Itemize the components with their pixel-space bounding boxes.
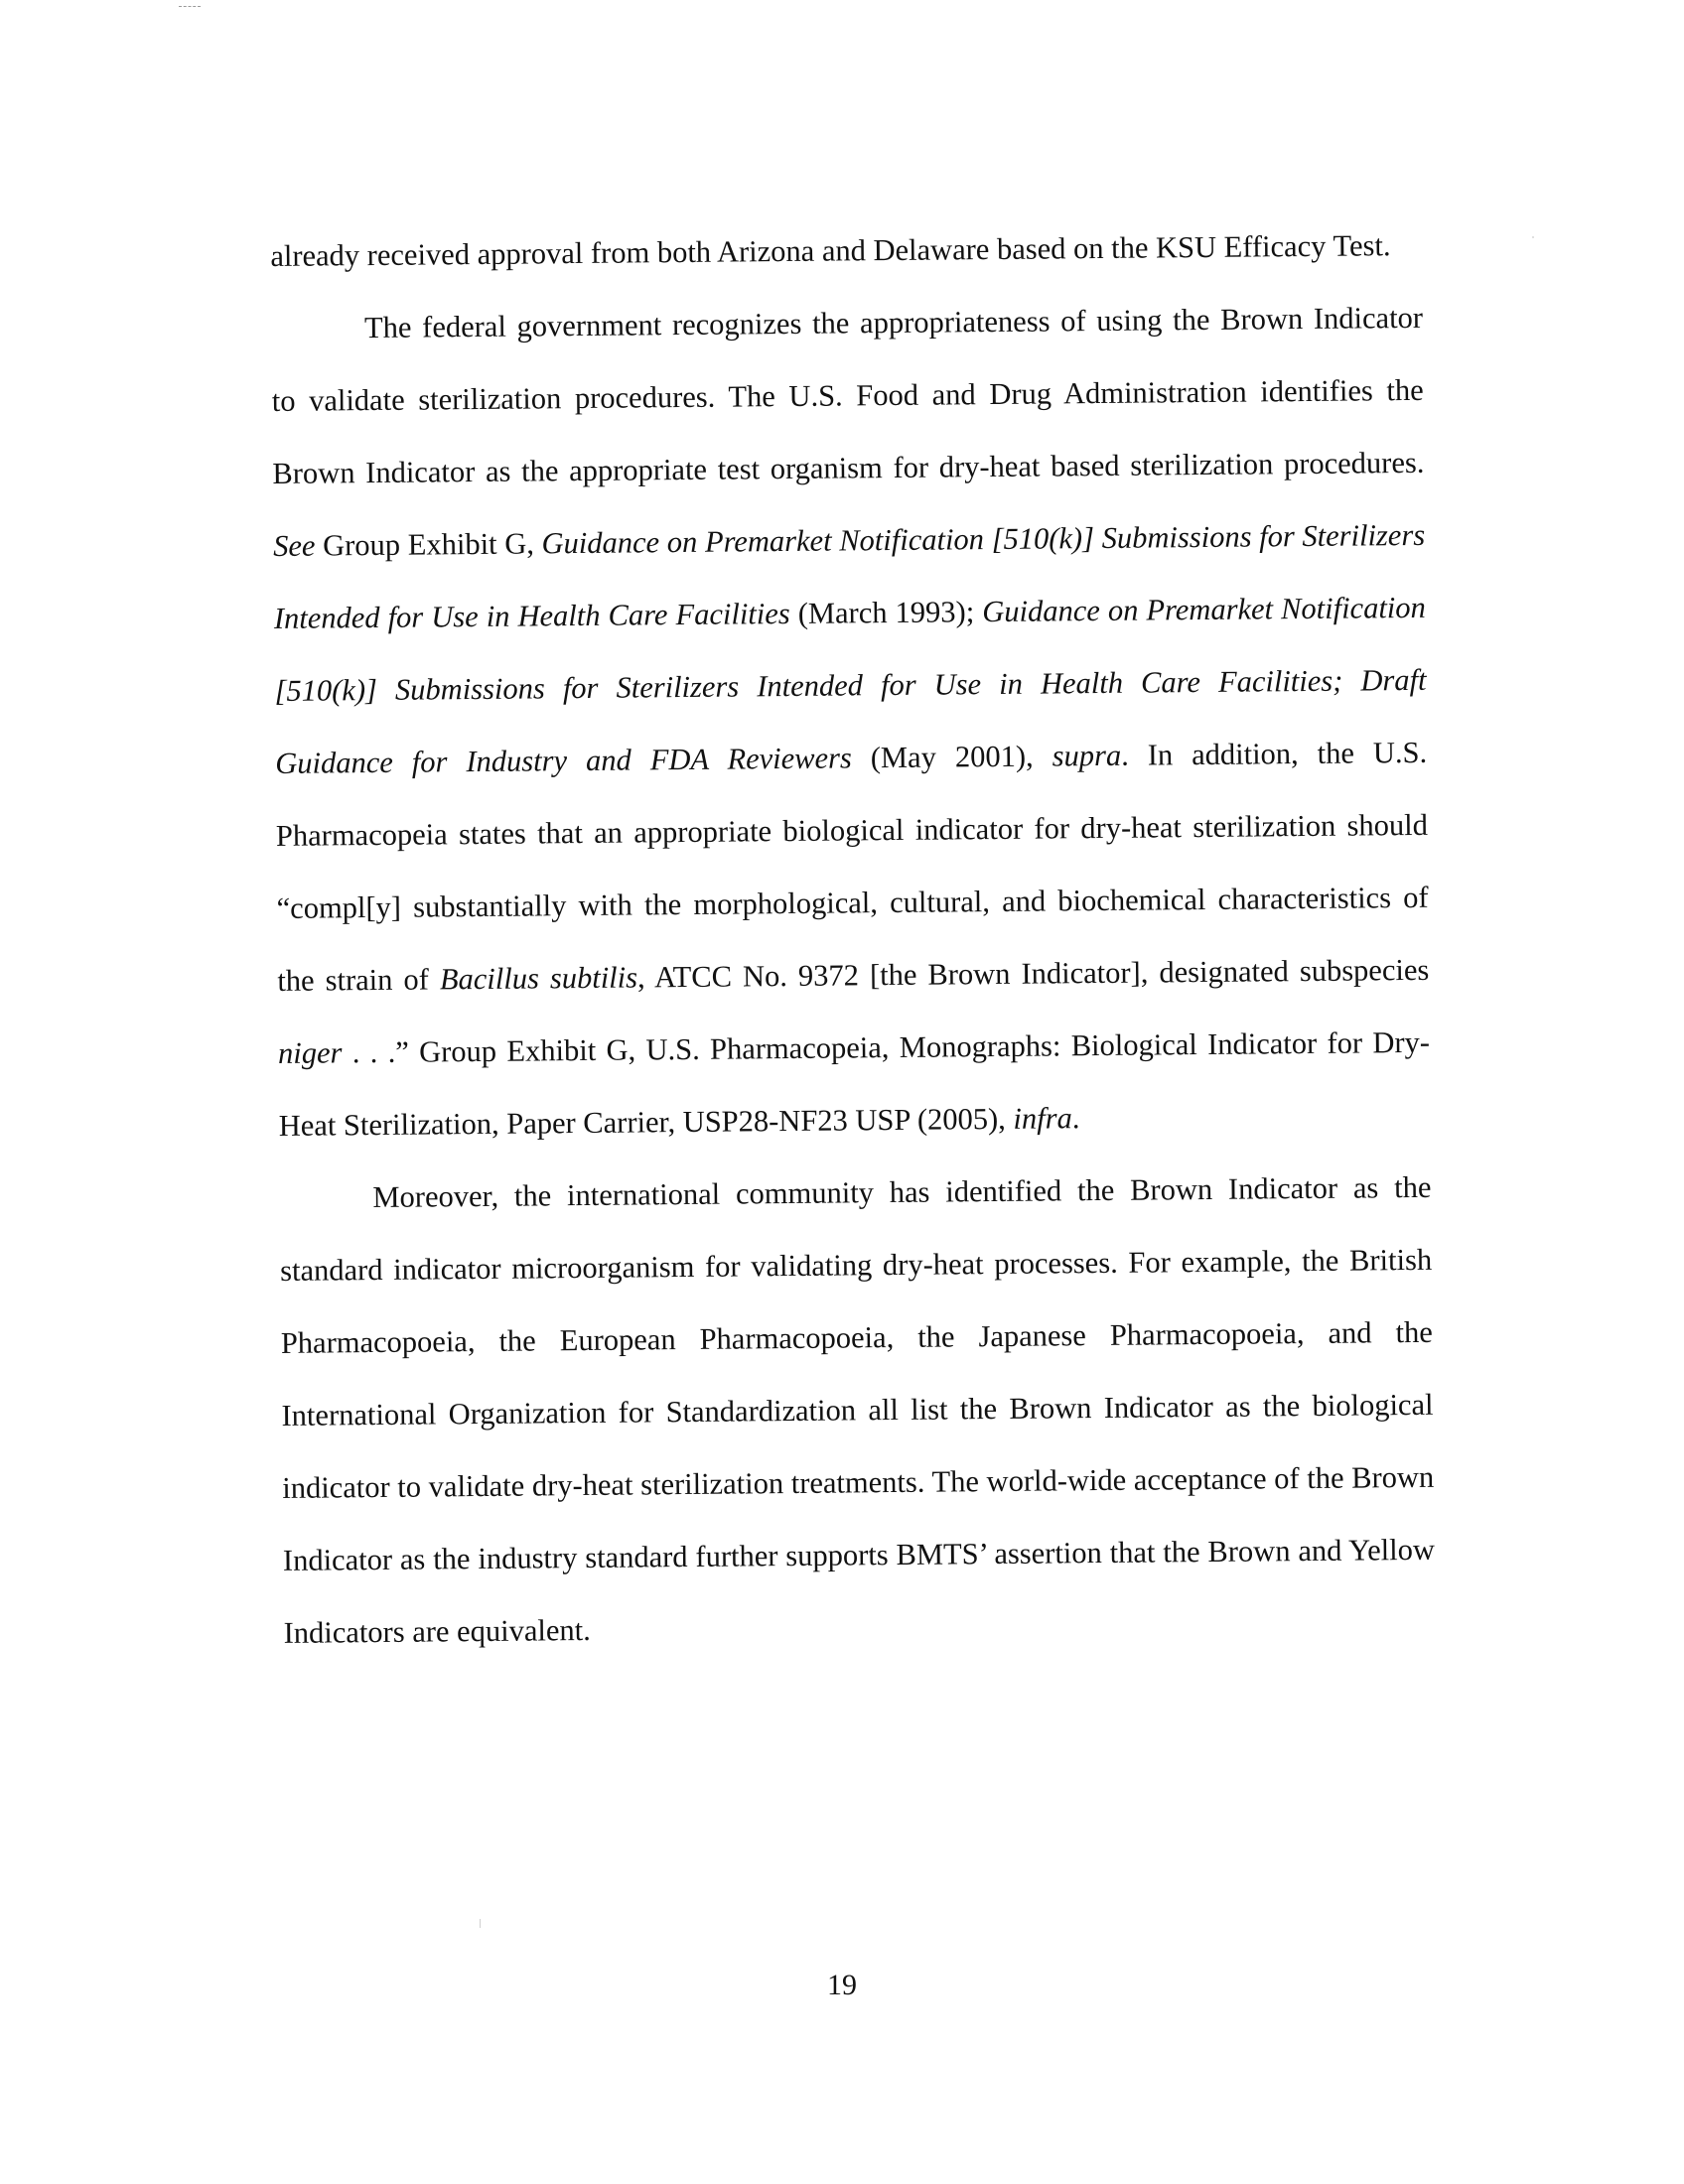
paragraph-continuation xyxy=(270,209,1423,293)
signal-see: See xyxy=(272,528,316,563)
scan-speck xyxy=(480,1919,481,1928)
text-run: (March 1993); xyxy=(789,595,983,630)
paragraph-federal-recognition xyxy=(271,282,1431,1162)
text-run: . In addition, the U.S. Pharmacopeia states that an appropriate biological indicator for dry-heat sterilization should “compl[y] substantially with the morphological, cultural, and biochemical characteristics of the strain of xyxy=(275,735,1429,998)
citation-title-2001: Guidance on Premarket Notification [510(k)] Submissions for Sterilizers Intended for Use in Health Care Facilities; Draft Guidance for Industry and FDA Reviewers xyxy=(274,590,1427,780)
text-run: . . .” Group Exhibit G, U.S. Pharmacopeia, Monographs: Biological Indicator for Dry-Heat Sterilization, Paper Carrier, USP28-NF23 USP (2005), xyxy=(278,1024,1431,1143)
text-run: (May 2001), xyxy=(851,739,1052,775)
paragraph-3-text: Moreover, the international community has identified the Brown Indicator as the standard indicator microorganism for validating dry-heat processes. For example, the British Pharmacopoeia, the European Pharmacopoeia, the Japanese Pharmacopoeia, and the International Organization for Standardization all list the Brown Indicator as the biological indicator to validate dry-heat sterilization treatments. The world-wide acceptance of the Brown Indicator as the industry standard further supports BMTS’ assertion that the Brown and Yellow Indicators are equivalent. xyxy=(279,1169,1436,1650)
paragraph-1-text: already received approval from both Arizona and Delaware based on the KSU Efficacy Test. xyxy=(270,228,1391,273)
signal-infra: infra xyxy=(1013,1101,1072,1136)
text-run: Group Exhibit G, xyxy=(315,526,542,563)
text-run: , ATCC No. 9372 [the Brown Indicator], designated subspecies xyxy=(636,952,1430,995)
page-number: 19 xyxy=(827,1969,857,2001)
species-name: Bacillus subtilis xyxy=(439,960,638,997)
citation-title-1993: Guidance on Premarket Notification [510(k)] Submissions for Sterilizers Intended for Use in Health Care Facilities xyxy=(273,517,1426,635)
body-text xyxy=(270,209,1436,1670)
subspecies-name: niger xyxy=(277,1035,343,1070)
paragraph-international-recognition xyxy=(279,1152,1436,1670)
signal-supra: supra xyxy=(1052,738,1122,773)
scan-artifact-mark xyxy=(179,6,201,8)
text-run: The federal government recognizes the appropriateness of using the Brown Indicator to validate sterilization procedures. The U.S. Food and Drug Administration identifies the Brown Indicator as the appropriate test organism for dry-heat based sterilization procedures. xyxy=(271,300,1425,490)
text-run: . xyxy=(1071,1101,1080,1136)
scan-speck xyxy=(1532,236,1534,238)
